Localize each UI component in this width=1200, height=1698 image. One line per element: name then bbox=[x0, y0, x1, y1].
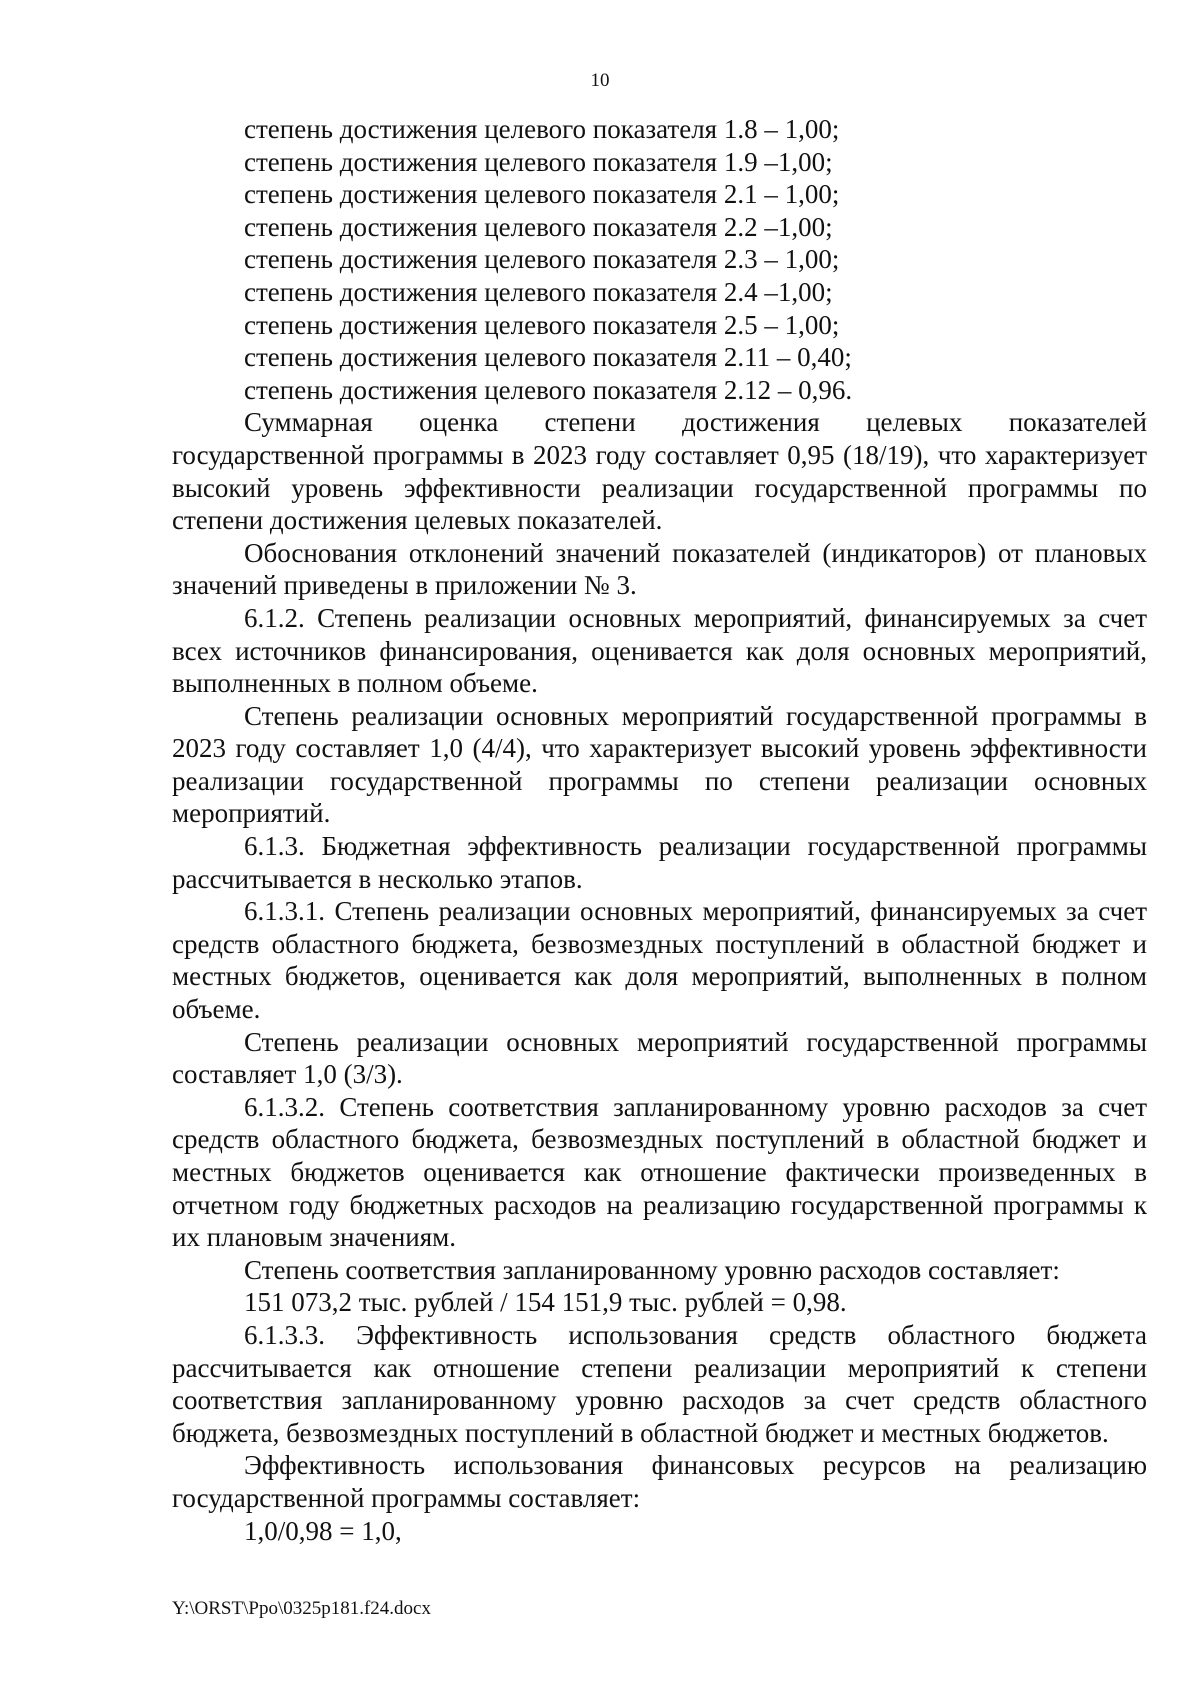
indicator-line: степень достижения целевого показателя 2.11 – 0,40; bbox=[244, 342, 852, 373]
section-6-1-2-paragraph: 6.1.2. Степень реализации основных мероприятий, финансируемых за счет всех источников финансирования, оценивается как доля основных мероприятий, выполненных в полном объеме. bbox=[172, 602, 1147, 699]
indicator-line: степень достижения целевого показателя 2.3 – 1,00; bbox=[244, 244, 840, 275]
indicator-line: степень достижения целевого показателя 2.4 –1,00; bbox=[244, 276, 833, 307]
section-6-1-3-1-paragraph: 6.1.3.1. Степень реализации основных мероприятий, финансируемых за счет средств областного бюджета, безвозмездных поступлений в областной бюджет и местных бюджетов, оценивается как доля мероприятий, выполненных в полном объеме. bbox=[172, 896, 1147, 1025]
indicator-line: степень достижения целевого показателя 2.1 – 1,00; bbox=[244, 179, 840, 210]
measures-degree-paragraph: Степень реализации основных мероприятий государственной программы в 2023 году составляет 1,0 (4/4), что характеризует высокий уровень эффективности реализации государственной программы по степени реализации основных мероприятий. bbox=[172, 700, 1147, 829]
deviation-paragraph: Обоснования отклонений значений показателей (индикаторов) от плановых значений приведены в приложении № 3. bbox=[172, 537, 1147, 601]
indicator-line: степень достижения целевого показателя 2.12 – 0,96. bbox=[244, 374, 853, 405]
expense-level-paragraph: Степень соответствия запланированному уровню расходов составляет: bbox=[244, 1254, 1060, 1285]
footer-file-path: Y:\ORST\Ppo\0325p181.f24.docx bbox=[172, 1598, 431, 1619]
page-number: 10 bbox=[590, 70, 610, 91]
section-6-1-3-3-paragraph: 6.1.3.3. Эффективность использования средств областного бюджета рассчитывается как отношение степени реализации мероприятий к степени соответствия запланированному уровню расходов за счет средств областного бюджета, безвозмездных поступлений в областной бюджет и местных бюджетов. bbox=[172, 1319, 1147, 1448]
efficiency-formula: 1,0/0,98 = 1,0, bbox=[244, 1515, 402, 1546]
section-6-1-3-2-paragraph: 6.1.3.2. Степень соответствия запланированному уровню расходов за счет средств областного бюджета, безвозмездных поступлений в областной бюджет и местных бюджетов оценивается как отношение фактически произведенных в отчетном году бюджетных расходов на реализацию государственной программы к их плановым значениям. bbox=[172, 1091, 1147, 1253]
expense-formula: 151 073,2 тыс. рублей / 154 151,9 тыс. рублей = 0,98. bbox=[244, 1287, 847, 1318]
indicator-line: степень достижения целевого показателя 2.2 –1,00; bbox=[244, 211, 833, 242]
summary-paragraph: Суммарная оценка степени достижения целевых показателей государственной программы в 2023 году составляет 0,95 (18/19), что характеризует высокий уровень эффективности реализации государственной программы по степени достижения целевых показателей. bbox=[172, 407, 1147, 536]
section-6-1-3-paragraph: 6.1.3. Бюджетная эффективность реализации государственной программы рассчитывается в несколько этапов. bbox=[172, 831, 1147, 894]
indicator-line: степень достижения целевого показателя 1.9 –1,00; bbox=[244, 146, 833, 177]
indicator-line: степень достижения целевого показателя 1.8 – 1,00; bbox=[244, 114, 840, 144]
indicator-line: степень достижения целевого показателя 2.5 – 1,00; bbox=[244, 309, 840, 340]
measures-degree-result-paragraph: Степень реализации основных мероприятий государственной программы составляет 1,0 (3/3). bbox=[172, 1026, 1147, 1090]
document-body bbox=[172, 113, 1147, 1547]
efficiency-paragraph: Эффективность использования финансовых ресурсов на реализацию государственной программы составляет: bbox=[172, 1450, 1147, 1513]
